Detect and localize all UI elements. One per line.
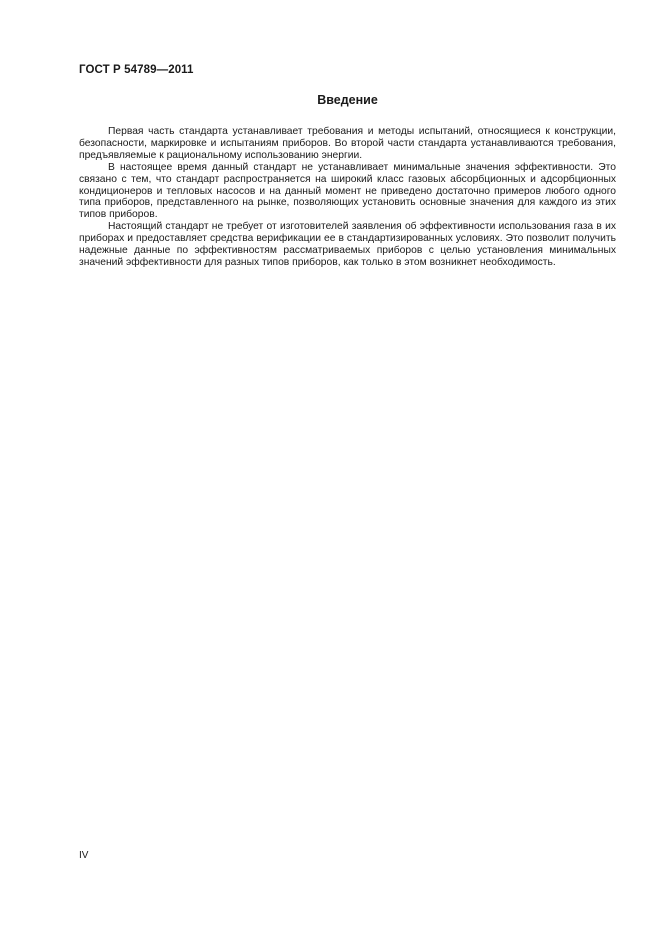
paragraph: В настоящее время данный стандарт не устанавливает минимальные значения эффективности. Это связано с тем, что стандарт распространяется на широкий класс газовых абсорбционных и адсорбционных кондиционеров и тепловых насосов и на данный момент не приведено достаточно примеров любого одного типа приборов, представленного на рынке, позволяющих установить основные значения для каждого из этих типов приборов. — [79, 161, 616, 221]
paragraph: Настоящий стандарт не требует от изготовителей заявления об эффективности использования газа в их приборах и предоставляет средства верификации ее в стандартизированных условиях. Это позволит получить надежные данные по эффективностям рассматриваемых приборов с целью установления минимальных значений эффективности для разных типов приборов, как только в этом возникнет необходимость. — [79, 221, 616, 268]
standard-header: ГОСТ Р 54789—2011 — [79, 64, 194, 76]
body-text — [79, 126, 616, 269]
section-title: Введение — [317, 93, 378, 107]
paragraph: Первая часть стандарта устанавливает требования и методы испытаний, относящиеся к конструкции, безопасности, маркировке и испытаниям приборов. Во второй части стандарта устанавливаются требования, предъявляемые к рациональному использованию энергии. — [79, 126, 616, 161]
page-number: IV — [79, 850, 89, 861]
